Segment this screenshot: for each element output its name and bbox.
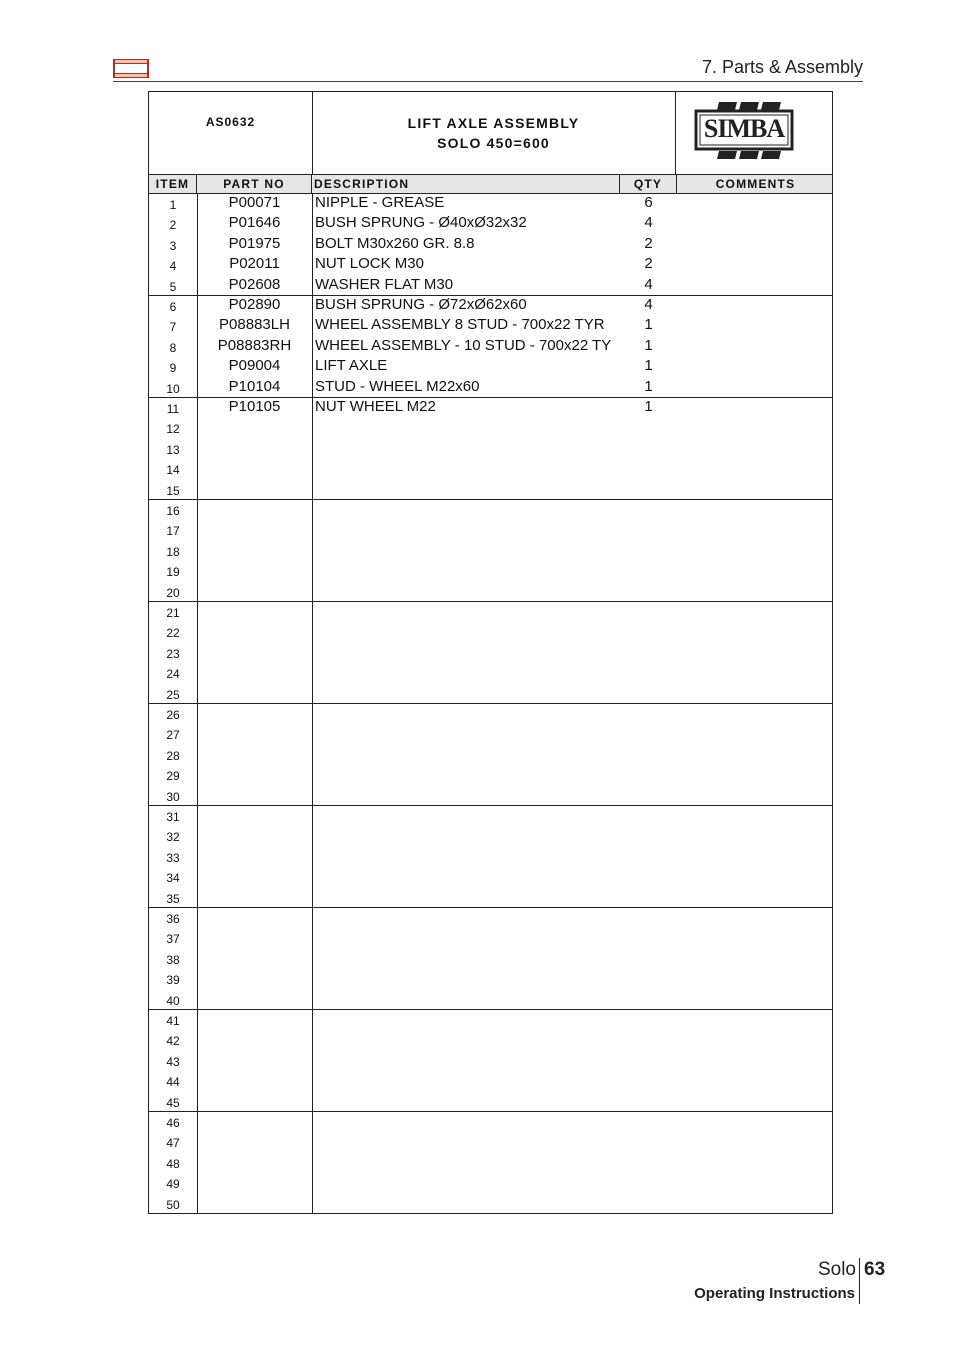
table-row <box>149 990 832 1010</box>
row-part-no <box>197 826 312 846</box>
row-description: NUT LOCK M30 <box>315 255 424 273</box>
row-description: BUSH SPRUNG - Ø72xØ62x60 <box>315 296 527 313</box>
simba-logo <box>677 92 834 174</box>
row-part-no <box>197 1173 312 1193</box>
row-qty <box>620 643 677 663</box>
row-item: 25 <box>166 687 180 702</box>
header-rule <box>113 81 863 82</box>
row-qty <box>620 949 677 969</box>
table-row <box>149 418 832 438</box>
row-part-no <box>197 541 312 561</box>
row-description <box>315 480 621 500</box>
row-part-no <box>197 459 312 479</box>
row-part-no: P01646 <box>228 214 281 232</box>
col-description: DESCRIPTION <box>312 175 620 193</box>
row-item: 19 <box>166 565 180 580</box>
table-row <box>149 908 832 928</box>
row-part-no <box>197 1030 312 1050</box>
row-description <box>315 1051 621 1071</box>
row-description <box>315 1194 621 1214</box>
row-qty <box>620 765 677 785</box>
simba-header-logo <box>113 59 149 78</box>
row-qty: 4 <box>644 275 653 293</box>
table-row <box>149 1153 832 1173</box>
row-item: 41 <box>166 1014 180 1028</box>
table-row <box>149 459 832 479</box>
page-number: 63 <box>864 1259 886 1280</box>
table-row <box>149 255 832 275</box>
row-part-no: P01975 <box>228 234 281 252</box>
row-description <box>315 684 621 704</box>
row-description <box>315 1173 621 1193</box>
table-row <box>149 826 832 846</box>
row-description <box>315 908 621 928</box>
row-qty <box>620 1153 677 1173</box>
row-part-no <box>197 847 312 867</box>
row-part-no <box>197 908 312 928</box>
row-part-no: P00071 <box>228 194 281 211</box>
row-description <box>315 786 621 806</box>
table-row <box>149 276 832 296</box>
row-description <box>315 888 621 908</box>
row-part-no <box>197 1194 312 1214</box>
table-row <box>149 643 832 663</box>
row-qty <box>620 1194 677 1214</box>
column-header-row <box>149 174 832 194</box>
row-item: 42 <box>166 1034 180 1049</box>
row-item: 16 <box>166 504 180 518</box>
row-part-no <box>197 786 312 806</box>
row-qty: 4 <box>644 296 653 313</box>
row-qty <box>620 520 677 540</box>
table-row <box>149 582 832 602</box>
simba-logo-text: SIMBA <box>703 114 785 143</box>
row-item: 9 <box>169 361 177 376</box>
row-description <box>315 949 621 969</box>
row-qty <box>620 969 677 989</box>
row-description: NUT WHEEL M22 <box>315 398 436 415</box>
row-part-no <box>197 1132 312 1152</box>
row-qty: 6 <box>644 194 653 211</box>
table-row <box>149 949 832 969</box>
row-item: 15 <box>166 483 180 498</box>
row-part-no: P10105 <box>228 398 281 415</box>
table-row <box>149 704 832 724</box>
row-part-no <box>197 724 312 744</box>
table-row <box>149 296 832 316</box>
col-part-no: PART NO <box>197 175 312 193</box>
row-description <box>315 724 621 744</box>
row-description: WHEEL ASSEMBLY 8 STUD - 700x22 TYR <box>315 316 605 334</box>
row-item: 34 <box>166 871 180 886</box>
row-part-no: P10104 <box>228 377 281 395</box>
row-qty: 1 <box>644 316 653 334</box>
row-item: 45 <box>166 1095 180 1110</box>
row-item: 18 <box>166 544 180 559</box>
row-item: 24 <box>166 667 180 682</box>
row-item: 23 <box>166 646 180 661</box>
row-item: 39 <box>166 973 180 988</box>
table-row <box>149 480 832 500</box>
footer-product: Solo <box>817 1259 856 1280</box>
row-item: 29 <box>166 769 180 784</box>
row-description: WHEEL ASSEMBLY - 10 STUD - 700x22 TY <box>315 336 612 354</box>
row-item: 3 <box>169 238 177 253</box>
row-part-no <box>197 1153 312 1173</box>
row-description: BOLT M30x260 GR. 8.8 <box>315 234 475 252</box>
row-description <box>315 990 621 1010</box>
section-title: 7. Parts & Assembly <box>701 57 863 77</box>
row-item: 40 <box>166 993 180 1008</box>
row-qty: 1 <box>644 377 653 395</box>
row-item: 28 <box>166 748 180 763</box>
col-comments: COMMENTS <box>715 177 796 191</box>
row-qty <box>620 1071 677 1091</box>
row-qty <box>620 826 677 846</box>
assembly-title-line2: SOLO 450=600 <box>437 135 550 151</box>
row-qty <box>620 459 677 479</box>
table-row <box>149 194 832 214</box>
row-description <box>315 520 621 540</box>
row-item: 38 <box>166 952 180 967</box>
table-row <box>149 867 832 887</box>
row-item: 12 <box>166 422 180 437</box>
row-part-no <box>197 684 312 704</box>
row-qty <box>620 1112 677 1132</box>
row-item: 20 <box>166 585 180 600</box>
row-description <box>315 928 621 948</box>
row-part-no <box>197 622 312 642</box>
row-qty <box>620 704 677 724</box>
row-description <box>315 1030 621 1050</box>
row-part-no <box>197 643 312 663</box>
row-item: 5 <box>169 279 177 294</box>
row-item: 49 <box>166 1177 180 1192</box>
table-row <box>149 541 832 561</box>
row-part-no <box>197 520 312 540</box>
row-part-no <box>197 561 312 581</box>
table-row <box>149 1051 832 1071</box>
row-description <box>315 1010 621 1030</box>
row-qty <box>620 908 677 928</box>
row-description <box>315 806 621 826</box>
row-qty <box>620 1051 677 1071</box>
row-qty <box>620 622 677 642</box>
row-qty: 4 <box>644 214 653 232</box>
row-qty <box>620 541 677 561</box>
row-description <box>315 826 621 846</box>
row-item: 47 <box>166 1136 180 1151</box>
row-part-no <box>197 1051 312 1071</box>
row-qty <box>620 806 677 826</box>
table-row <box>149 520 832 540</box>
row-description <box>315 1092 621 1112</box>
table-row <box>149 439 832 459</box>
row-description <box>315 765 621 785</box>
row-item: 44 <box>166 1075 180 1090</box>
row-description <box>315 1112 621 1132</box>
row-qty <box>620 582 677 602</box>
row-part-no <box>197 990 312 1010</box>
table-row <box>149 745 832 765</box>
row-part-no: P08883LH <box>219 316 290 334</box>
row-part-no <box>197 765 312 785</box>
row-description <box>315 867 621 887</box>
table-row <box>149 378 832 398</box>
row-description <box>315 622 621 642</box>
row-description <box>315 847 621 867</box>
row-item: 10 <box>166 381 180 396</box>
row-part-no <box>197 745 312 765</box>
assembly-title-line1: LIFT AXLE ASSEMBLY <box>407 115 580 131</box>
row-description <box>315 459 621 479</box>
row-item: 21 <box>166 606 180 620</box>
table-row <box>149 724 832 744</box>
row-item: 22 <box>166 626 180 641</box>
row-part-no <box>197 663 312 683</box>
row-part-no: P02608 <box>228 275 281 293</box>
row-description <box>315 500 621 520</box>
row-part-no <box>197 1112 312 1132</box>
table-row <box>149 1132 832 1152</box>
row-description <box>315 602 621 622</box>
table-row <box>149 357 832 377</box>
row-qty <box>620 888 677 908</box>
col-item: ITEM <box>149 175 197 193</box>
assembly-title <box>312 92 676 174</box>
table-row <box>149 786 832 806</box>
row-item: 46 <box>166 1116 180 1130</box>
row-description <box>315 969 621 989</box>
row-qty: 1 <box>644 398 653 415</box>
table-row <box>149 1173 832 1193</box>
row-part-no: P09004 <box>228 357 281 375</box>
row-item: 7 <box>169 320 177 335</box>
row-item: 43 <box>166 1054 180 1069</box>
row-part-no <box>197 867 312 887</box>
row-part-no <box>197 806 312 826</box>
table-row <box>149 928 832 948</box>
table-row <box>149 214 832 234</box>
row-description: STUD - WHEEL M22x60 <box>315 377 480 395</box>
row-item: 32 <box>166 830 180 845</box>
table-row <box>149 602 832 622</box>
row-item: 8 <box>169 340 177 355</box>
row-description <box>315 704 621 724</box>
row-description <box>315 643 621 663</box>
assembly-code: AS0632 <box>149 92 313 174</box>
table-row <box>149 684 832 704</box>
row-qty <box>620 663 677 683</box>
row-part-no <box>197 1092 312 1112</box>
row-part-no: P02890 <box>228 296 281 313</box>
table-row <box>149 663 832 683</box>
row-qty <box>620 1010 677 1030</box>
row-description <box>315 541 621 561</box>
row-description <box>315 1071 621 1091</box>
row-qty <box>620 500 677 520</box>
table-row <box>149 847 832 867</box>
row-description: NIPPLE - GREASE <box>315 194 445 211</box>
row-item: 2 <box>169 218 177 233</box>
row-item: 26 <box>166 708 180 722</box>
row-description <box>315 418 621 438</box>
row-part-no <box>197 582 312 602</box>
row-qty <box>620 602 677 622</box>
row-part-no <box>197 480 312 500</box>
footer-rule <box>859 1258 860 1304</box>
row-description <box>315 582 621 602</box>
row-qty <box>620 480 677 500</box>
sheet-title-row <box>149 92 832 174</box>
table-row <box>149 500 832 520</box>
row-qty <box>620 786 677 806</box>
footer-subtitle: Operating Instructions <box>694 1285 855 1302</box>
col-qty: QTY <box>620 175 677 193</box>
table-row <box>149 398 832 418</box>
table-row <box>149 1010 832 1030</box>
table-row <box>149 1194 832 1214</box>
row-item: 35 <box>166 891 180 906</box>
table-row <box>149 316 832 336</box>
row-qty <box>620 847 677 867</box>
row-part-no <box>197 1071 312 1091</box>
row-qty <box>620 1173 677 1193</box>
row-description <box>315 745 621 765</box>
row-item: 48 <box>166 1156 180 1171</box>
row-part-no <box>197 418 312 438</box>
row-description <box>315 561 621 581</box>
row-description <box>315 1153 621 1173</box>
row-qty: 1 <box>644 336 653 354</box>
row-item: 4 <box>169 259 177 274</box>
row-item: 30 <box>166 789 180 804</box>
row-qty <box>620 1030 677 1050</box>
row-qty <box>620 724 677 744</box>
row-item: 50 <box>166 1197 180 1212</box>
row-qty <box>620 1132 677 1152</box>
row-part-no: P02011 <box>229 255 280 273</box>
table-row <box>149 888 832 908</box>
row-qty <box>620 1092 677 1112</box>
row-item: 11 <box>166 402 180 416</box>
row-qty <box>620 684 677 704</box>
row-qty <box>620 928 677 948</box>
table-row <box>149 806 832 826</box>
row-description <box>315 439 621 459</box>
row-qty <box>620 561 677 581</box>
row-part-no <box>197 439 312 459</box>
row-item: 37 <box>166 932 180 947</box>
parts-sheet <box>148 91 833 1214</box>
row-item: 33 <box>166 850 180 865</box>
row-item: 1 <box>169 198 177 212</box>
table-row <box>149 235 832 255</box>
row-part-no <box>197 969 312 989</box>
row-part-no <box>197 602 312 622</box>
table-row <box>149 561 832 581</box>
row-description: BUSH SPRUNG - Ø40xØ32x32 <box>315 214 527 232</box>
row-qty <box>620 439 677 459</box>
row-item: 13 <box>166 442 180 457</box>
row-part-no: P08883RH <box>217 336 292 354</box>
table-row <box>149 622 832 642</box>
row-qty: 2 <box>644 234 653 252</box>
row-item: 6 <box>169 300 177 314</box>
table-row <box>149 1092 832 1112</box>
row-description: WASHER FLAT M30 <box>315 275 454 293</box>
table-row <box>149 337 832 357</box>
row-qty <box>620 867 677 887</box>
row-item: 31 <box>166 810 180 824</box>
row-qty <box>620 745 677 765</box>
row-part-no <box>197 500 312 520</box>
table-row <box>149 1071 832 1091</box>
table-row <box>149 1112 832 1132</box>
row-qty <box>620 990 677 1010</box>
table-row <box>149 969 832 989</box>
table-row <box>149 765 832 785</box>
row-part-no <box>197 928 312 948</box>
row-item: 36 <box>166 912 180 926</box>
row-item: 14 <box>166 463 180 478</box>
row-qty <box>620 418 677 438</box>
row-description <box>315 663 621 683</box>
row-part-no <box>197 704 312 724</box>
row-part-no <box>197 949 312 969</box>
row-qty: 1 <box>644 357 653 375</box>
row-item: 17 <box>166 524 180 539</box>
row-qty: 2 <box>644 255 653 273</box>
row-description <box>315 1132 621 1152</box>
table-row <box>149 1030 832 1050</box>
row-description: LIFT AXLE <box>315 357 388 375</box>
row-part-no <box>197 1010 312 1030</box>
row-item: 27 <box>166 728 180 743</box>
row-part-no <box>197 888 312 908</box>
